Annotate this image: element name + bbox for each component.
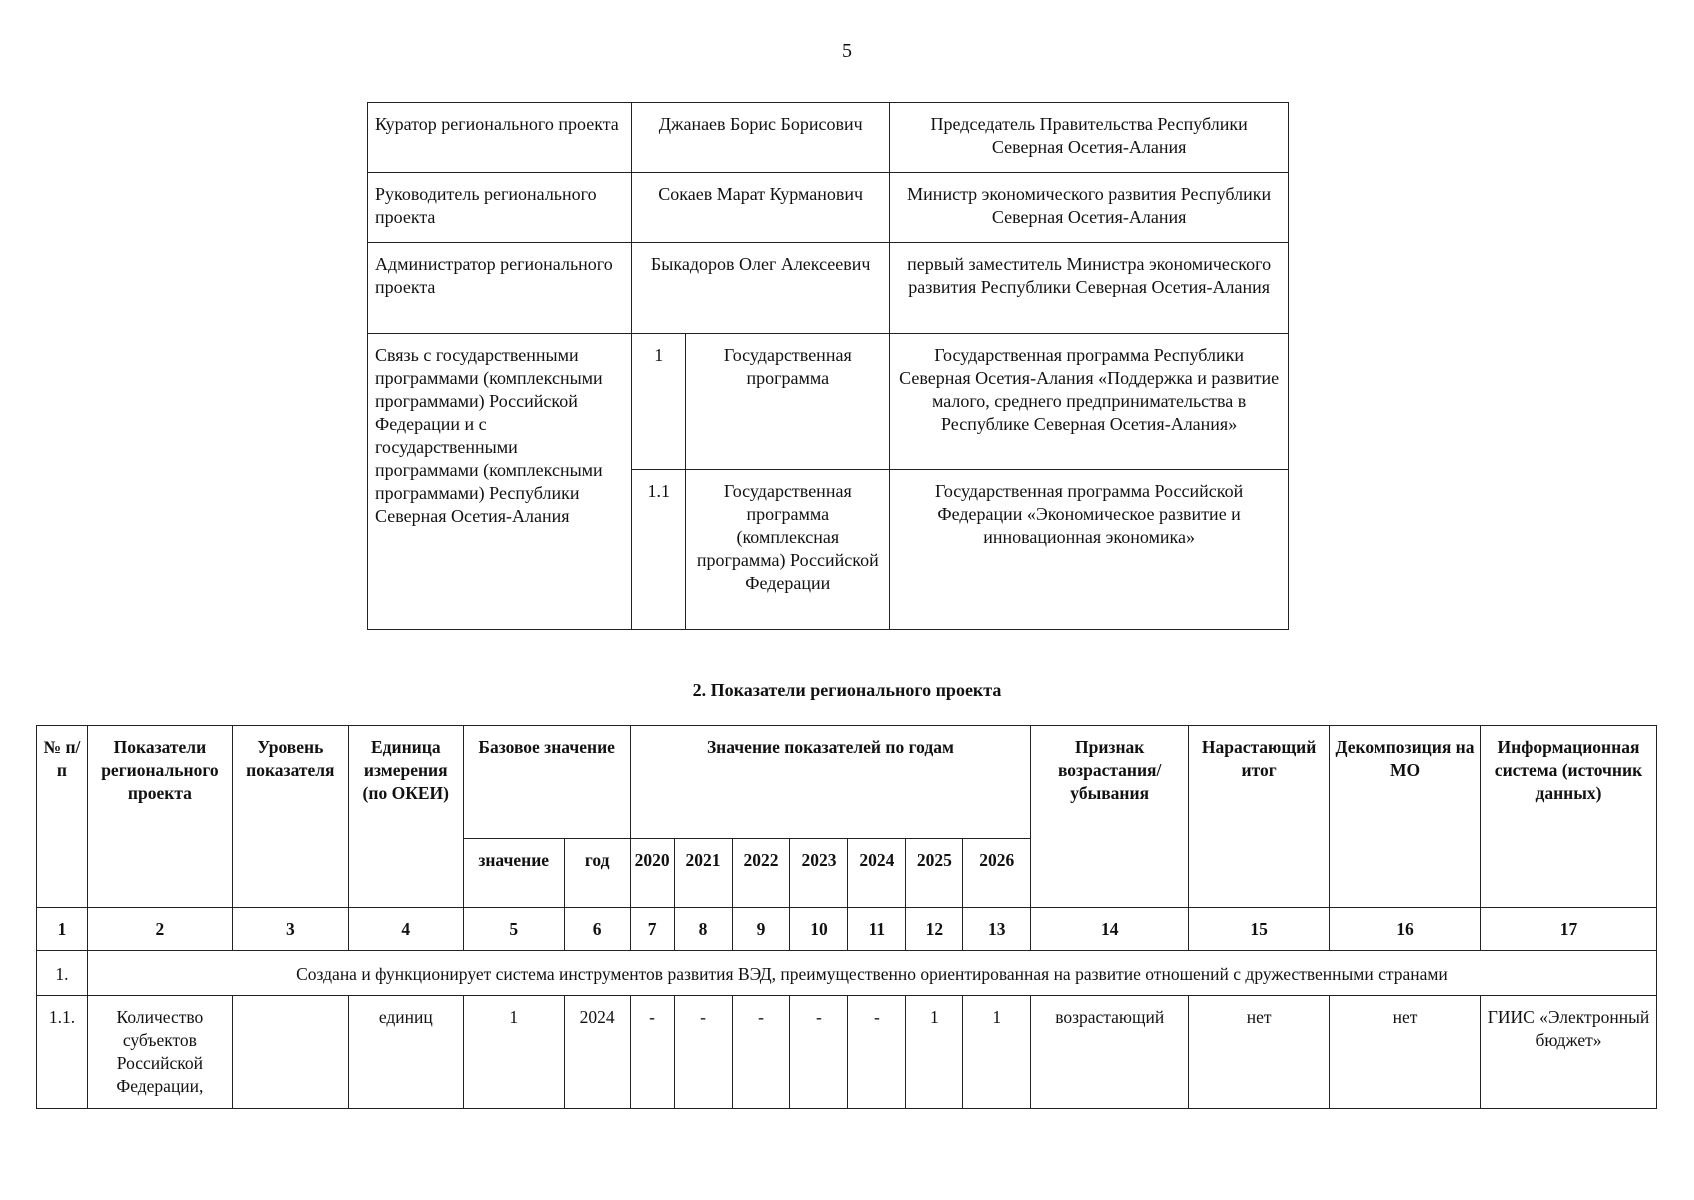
- column-number: 6: [564, 908, 630, 951]
- program-link-type: Государственная программа: [686, 334, 890, 470]
- section-row: [37, 951, 1657, 996]
- column-number: 10: [790, 908, 848, 951]
- row-year-value: -: [630, 996, 674, 1109]
- header-indicator: Показатели регионального проекта: [87, 726, 232, 908]
- column-number: 14: [1031, 908, 1189, 951]
- program-link-num: 1.1: [632, 470, 686, 630]
- header-unit: Единица измерения (по ОКЕИ): [348, 726, 463, 908]
- administrator-label: Администратор регионального проекта: [368, 243, 632, 334]
- curator-position: Председатель Правительства Республики Северная Осетия-Алания: [890, 103, 1289, 173]
- row-base-year: 2024: [564, 996, 630, 1109]
- header-year: 2022: [732, 839, 790, 908]
- indicators-table: [36, 725, 1657, 1109]
- page-number: 5: [842, 40, 852, 62]
- header-row-1: [37, 726, 1657, 839]
- program-link-name: Государственная программа Республики Северная Осетия-Алания «Поддержка и развитие малого, среднего предпринимательства в Республике Северная Осетия-Алания»: [890, 334, 1289, 470]
- header-year: 2021: [674, 839, 732, 908]
- column-numbers-row: [37, 908, 1657, 951]
- column-number: 15: [1189, 908, 1330, 951]
- header-num: № п/п: [37, 726, 88, 908]
- program-link-name: Государственная программа Российской Федерации «Экономическое развитие и инновационная экономика»: [890, 470, 1289, 630]
- column-number: 16: [1330, 908, 1481, 951]
- administrator-row: [368, 243, 1289, 334]
- column-number: 2: [87, 908, 232, 951]
- header-year: 2025: [906, 839, 963, 908]
- row-cumulative: нет: [1189, 996, 1330, 1109]
- header-trend: Признак возрастания/ убывания: [1031, 726, 1189, 908]
- column-number: 4: [348, 908, 463, 951]
- row-decomposition: нет: [1330, 996, 1481, 1109]
- section-title: 2. Показатели регионального проекта: [692, 680, 1002, 700]
- table-row: [37, 996, 1657, 1109]
- header-year: 2024: [848, 839, 906, 908]
- row-unit: единиц: [348, 996, 463, 1109]
- header-values-by-year: Значение показателей по годам: [630, 726, 1031, 839]
- section-index: 1.: [37, 951, 88, 996]
- curator-name: Джанаев Борис Борисович: [632, 103, 890, 173]
- column-number: 8: [674, 908, 732, 951]
- header-year: 2020: [630, 839, 674, 908]
- row-trend: возрастающий: [1031, 996, 1189, 1109]
- administrator-name: Быкадоров Олег Алексеевич: [632, 243, 890, 334]
- head-label: Руководитель регионального проекта: [368, 173, 632, 243]
- program-link-label: Связь с государственными программами (комплексными программами) Российской Федерации и с государственными программами (комплексными программами) Республики Северная Осетия-Алания: [368, 334, 632, 630]
- column-number: 11: [848, 908, 906, 951]
- header-year: 2023: [790, 839, 848, 908]
- column-number: 1: [37, 908, 88, 951]
- row-base-value: 1: [463, 996, 564, 1109]
- header-base: Базовое значение: [463, 726, 630, 839]
- column-number: 5: [463, 908, 564, 951]
- row-indicator: Количество субъектов Российской Федерации,: [87, 996, 232, 1109]
- header-level: Уровень показателя: [232, 726, 348, 908]
- head-row: [368, 173, 1289, 243]
- row-num: 1.1.: [37, 996, 88, 1109]
- column-number: 7: [630, 908, 674, 951]
- row-year-value: -: [790, 996, 848, 1109]
- row-year-value: -: [848, 996, 906, 1109]
- header-base-year: год: [564, 839, 630, 908]
- head-name: Сокаев Марат Курманович: [632, 173, 890, 243]
- header-info-system: Информационная система (источник данных): [1480, 726, 1656, 908]
- project-info-table: [367, 102, 1289, 630]
- row-year-value: -: [674, 996, 732, 1109]
- program-link-type: Государственная программа (комплексная программа) Российской Федерации: [686, 470, 890, 630]
- administrator-position: первый заместитель Министра экономического развития Республики Северная Осетия-Алания: [890, 243, 1289, 334]
- section-heading: Создана и функционирует система инструментов развития ВЭД, преимущественно ориентированная на развитие отношений с дружественными странами: [87, 951, 1656, 996]
- program-link-row-1: [368, 334, 1289, 470]
- row-year-value: -: [732, 996, 790, 1109]
- column-number: 13: [963, 908, 1031, 951]
- program-link-num: 1: [632, 334, 686, 470]
- column-number: 3: [232, 908, 348, 951]
- header-cumulative: Нарастающий итог: [1189, 726, 1330, 908]
- row-year-value: 1: [906, 996, 963, 1109]
- column-number: 9: [732, 908, 790, 951]
- curator-label: Куратор регионального проекта: [368, 103, 632, 173]
- row-level: [232, 996, 348, 1109]
- column-number: 17: [1480, 908, 1656, 951]
- row-year-value: 1: [963, 996, 1031, 1109]
- row-info-system: ГИИС «Электронный бюджет»: [1480, 996, 1656, 1109]
- head-position: Министр экономического развития Республики Северная Осетия-Алания: [890, 173, 1289, 243]
- header-year: 2026: [963, 839, 1031, 908]
- header-decomposition: Декомпозиция на МО: [1330, 726, 1481, 908]
- curator-row: [368, 103, 1289, 173]
- column-number: 12: [906, 908, 963, 951]
- header-base-value: значение: [463, 839, 564, 908]
